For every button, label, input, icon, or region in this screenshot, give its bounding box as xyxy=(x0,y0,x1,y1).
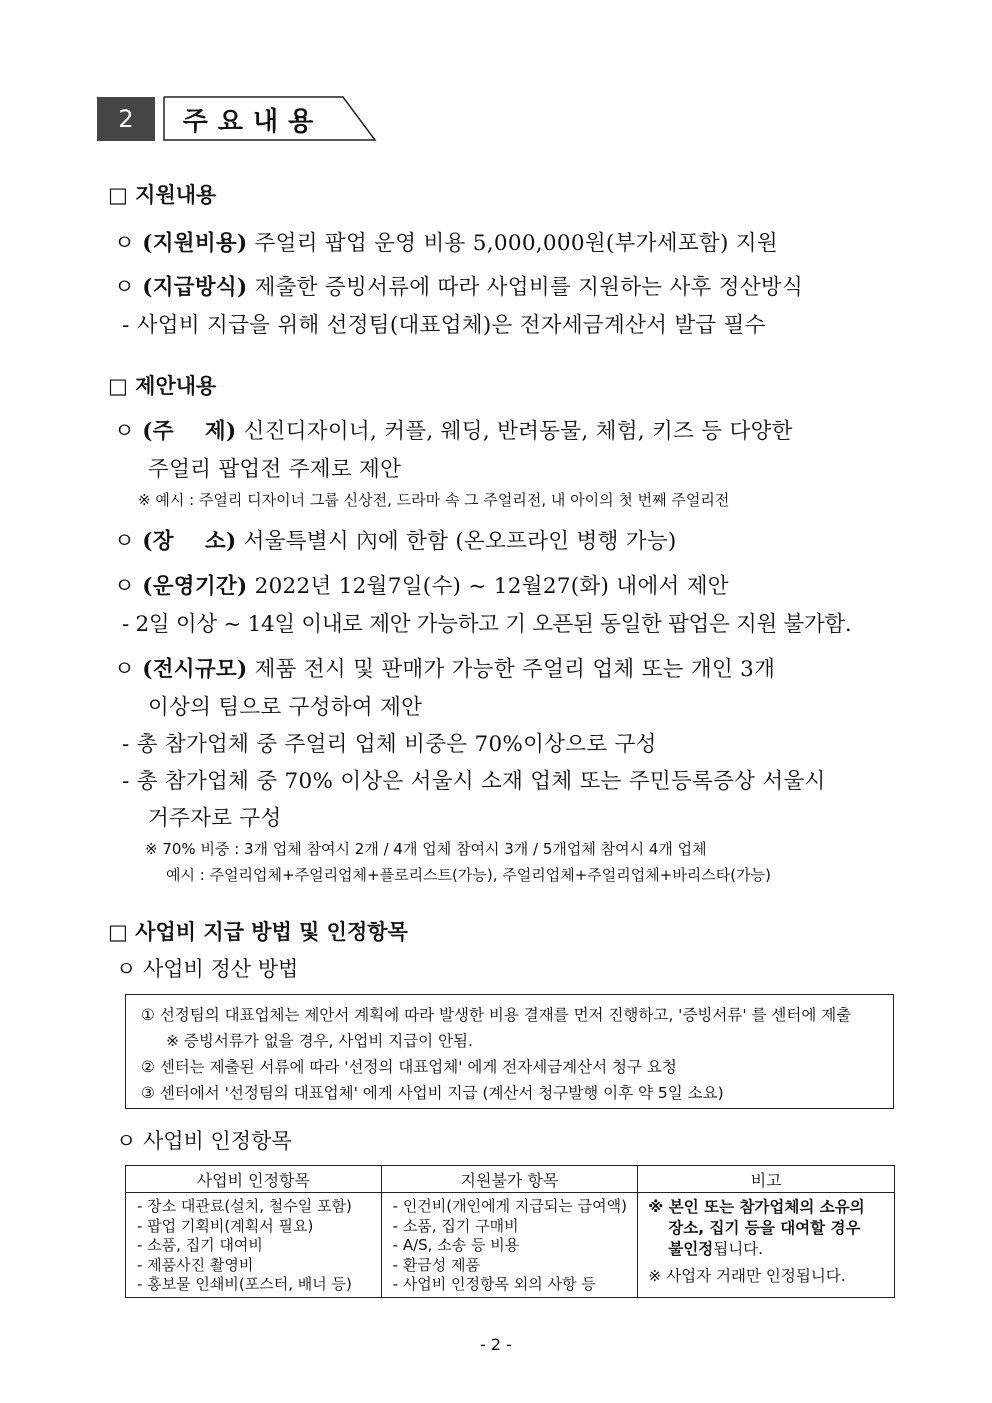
settlement-step-2: ② 센터는 제출된 서류에 따라 '선정의 대표업체' 에게 전자세금계산서 청구 요청 xyxy=(141,1058,677,1076)
list-item: - 팝업 기획비(계획서 필요) xyxy=(137,1216,314,1235)
payment-settle-heading: ㅇ 사업비 정산 방법 xyxy=(116,957,299,981)
expense-items-table xyxy=(125,1165,895,1298)
proposal-scale-line xyxy=(114,652,775,683)
header-not-allowed: 지원불가 항목 xyxy=(381,1166,638,1193)
proposal-period-text: 2022년 12월7일(수) ~ 12월27(화) 내에서 제안 xyxy=(247,574,729,599)
list-item: - 인건비(개인에게 지급되는 급여액) xyxy=(392,1197,627,1215)
table-header-row xyxy=(126,1166,895,1193)
remarks-cell xyxy=(638,1193,895,1298)
list-item: - 소품, 집기 대여비 xyxy=(137,1236,263,1254)
list-item: - A/S, 소송 등 비용 xyxy=(392,1236,520,1254)
not-allowed-items-cell xyxy=(381,1193,638,1298)
remark-line xyxy=(648,1239,888,1260)
header-allowed: 사업비 인정항목 xyxy=(126,1166,382,1193)
list-item: - 제품사진 촬영비 xyxy=(137,1255,254,1274)
page-number: - 2 - xyxy=(480,1335,512,1354)
list-item: - 환금성 제품 xyxy=(392,1255,481,1274)
header-remarks: 비고 xyxy=(638,1166,895,1193)
list-item: - 소품, 집기 구매비 xyxy=(392,1216,519,1235)
support-heading: □ 지원내용 xyxy=(108,183,217,207)
remark-line: ※ 본인 또는 참가업체의 소유의 xyxy=(648,1198,865,1216)
support-cost-line xyxy=(114,226,778,257)
proposal-period-sub: - 2일 이상 ~ 14일 이내로 제안 가능하고 기 오픈된 동일한 팝업은 지원 불가함. xyxy=(122,612,852,637)
bullet: ㅇ xyxy=(114,574,136,599)
settlement-process-box xyxy=(125,994,894,1109)
allowed-items-cell xyxy=(126,1193,382,1298)
bullet: ㅇ xyxy=(114,657,136,682)
remark-line: 장소, 집기 등을 대여할 경우 xyxy=(668,1219,861,1237)
payment-heading: □ 사업비 지급 방법 및 인정항목 xyxy=(108,920,408,944)
proposal-place-text: 서울특별시 內에 한함 (온오프라인 병행 가능) xyxy=(236,529,677,554)
list-item: - 사업비 인정항목 외의 사항 등 xyxy=(392,1275,596,1293)
table-row xyxy=(126,1193,895,1298)
proposal-period-label: (운영기간) xyxy=(142,574,248,599)
proposal-place-line xyxy=(114,524,677,555)
proposal-scale-text-2: 이상의 팀으로 구성하여 제안 xyxy=(148,695,423,720)
bullet: ㅇ xyxy=(114,419,136,444)
proposal-scale-note-2: 예시 : 주얼리업체+주얼리업체+플로리스트(가능), 주얼리업체+주얼리업체+바리스타(가능) xyxy=(166,866,771,884)
proposal-scale-sub-2a: - 총 참가업체 중 70% 이상은 서울시 소재 업체 또는 주민등록증상 서울시 xyxy=(122,769,826,794)
proposal-theme-text-2: 주얼리 팝업전 주제로 제안 xyxy=(148,457,402,482)
bullet: ㅇ xyxy=(114,529,136,554)
proposal-theme-text: 신진디자이너, 커플, 웨딩, 반려동물, 체험, 키즈 등 다양한 xyxy=(236,419,793,444)
support-method-line xyxy=(114,270,803,301)
section-title: 주요내용 xyxy=(182,106,324,137)
proposal-theme-label: (주 제) xyxy=(142,419,237,444)
proposal-scale-sub-2b: 거주자로 구성 xyxy=(148,806,282,831)
section-number: 2 xyxy=(97,97,155,141)
remark-rest: 됩니다. xyxy=(713,1240,764,1258)
settlement-step-1: ① 선정팀의 대표업체는 제안서 계획에 따라 발생한 비용 결재를 먼저 진행하고, '증빙서류' 를 센터에 제출 xyxy=(141,1006,852,1024)
proposal-scale-label: (전시규모) xyxy=(142,657,248,682)
support-method-label: (지급방식) xyxy=(142,275,248,300)
proposal-scale-text: 제품 전시 및 판매가 가능한 주얼리 업체 또는 개인 3개 xyxy=(247,657,776,682)
proposal-theme-line xyxy=(114,414,793,445)
proposal-heading: □ 제안내용 xyxy=(108,374,217,398)
section-title-box xyxy=(163,96,378,142)
proposal-period-line xyxy=(114,569,729,600)
support-method-text: 제출한 증빙서류에 따라 사업비를 지원하는 사후 정산방식 xyxy=(247,275,804,300)
remark-bold: 불인정 xyxy=(668,1240,714,1258)
bullet: ㅇ xyxy=(114,275,136,300)
support-cost-text: 주얼리 팝업 운영 비용 5,000,000원(부가세포함) 지원 xyxy=(247,231,778,256)
list-item: - 홍보물 인쇄비(포스터, 배너 등) xyxy=(137,1275,352,1293)
proposal-place-label: (장 소) xyxy=(142,529,237,554)
payment-items-heading: ㅇ 사업비 인정항목 xyxy=(116,1129,292,1153)
support-cost-label: (지원비용) xyxy=(142,231,248,256)
list-item: - 장소 대관료(설치, 철수일 포함) xyxy=(137,1197,352,1215)
proposal-scale-note-1: ※ 70% 비중 : 3개 업체 참여시 2개 / 4개 업체 참여시 3개 / 5개업체 참여시 4개 업체 xyxy=(145,840,707,858)
proposal-scale-sub-1: - 총 참가업체 중 주얼리 업체 비중은 70%이상으로 구성 xyxy=(122,732,657,757)
settlement-step-note: ※ 증빙서류가 없을 경우, 사업비 지급이 안됨. xyxy=(166,1032,473,1050)
remark-line: ※ 사업자 거래만 인정됩니다. xyxy=(648,1267,846,1285)
proposal-theme-note: ※ 예시 : 주얼리 디자이너 그룹 신상전, 드라마 속 그 주얼리전, 내 아이의 첫 번째 주얼리전 xyxy=(138,491,730,509)
support-method-sub: - 사업비 지급을 위해 선정팀(대표업체)은 전자세금계산서 발급 필수 xyxy=(122,313,766,338)
settlement-step-3: ③ 센터에서 '선정팀의 대표업체' 에게 사업비 지급 (계산서 청구발행 이후 약 5일 소요) xyxy=(141,1084,724,1102)
bullet: ㅇ xyxy=(114,231,136,256)
